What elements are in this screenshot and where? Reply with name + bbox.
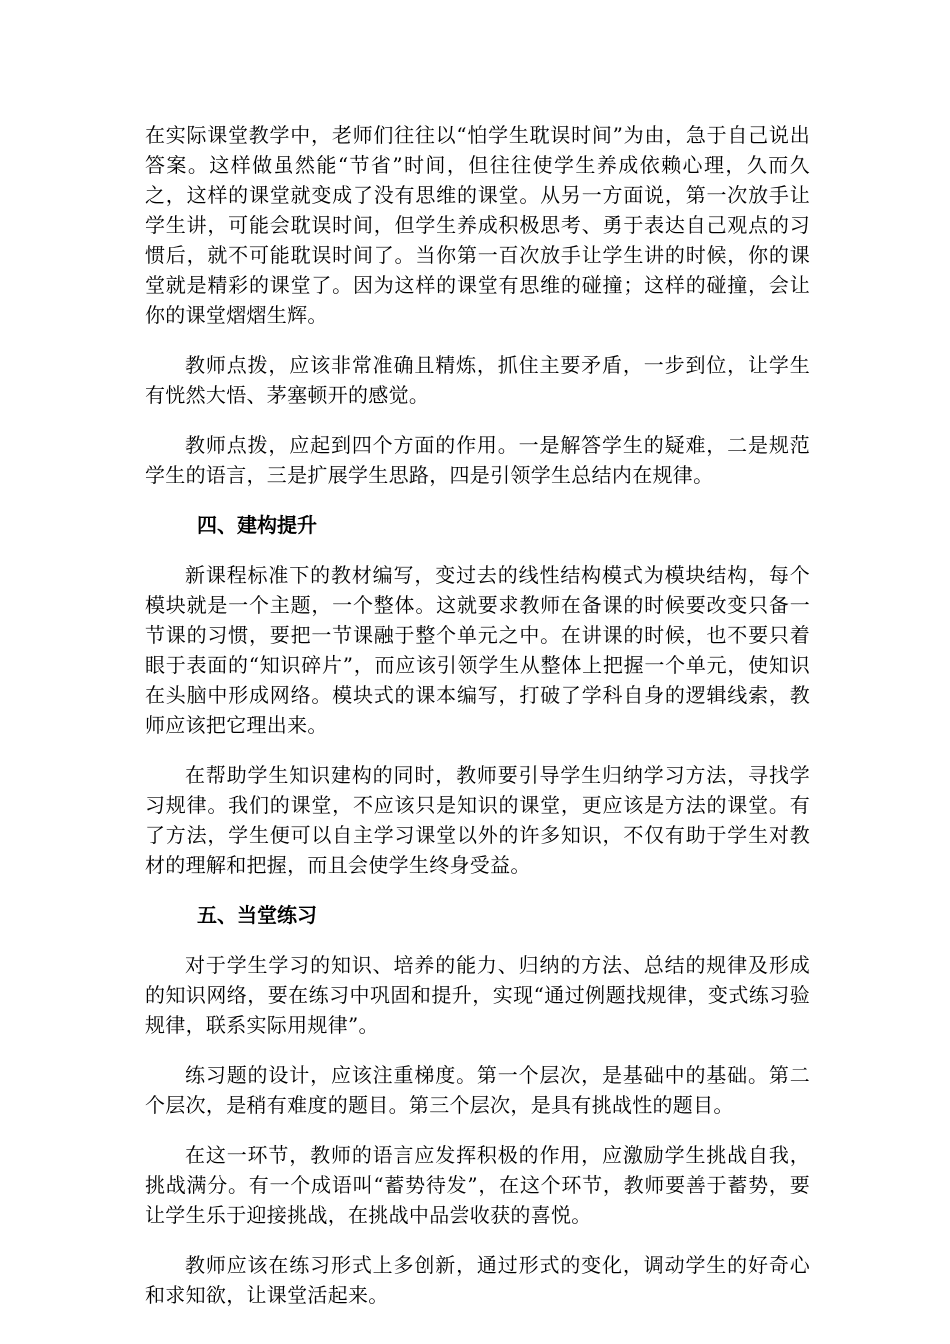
section-heading: 五、当堂练习 xyxy=(197,903,317,927)
paragraph: 在帮助学生知识建构的同时，教师要引导学生归纳学习方法，寻找学习规律。我们的课堂，不应该只是知识的课堂，更应该是方法的课堂。有了方法，学生便可以自主学习课堂以外的许多知识，不仅有助于学生对教材的理解和把握，而且会使学生终身受益。 xyxy=(145,763,810,877)
section-heading: 四、建构提升 xyxy=(197,513,317,537)
paragraph: 练习题的设计，应该注重梯度。第一个层次，是基础中的基础。第二个层次，是稍有难度的题目。第三个层次，是具有挑战性的题目。 xyxy=(145,1063,810,1117)
paragraph: 教师点拨，应该非常准确且精炼，抓住主要矛盾，一步到位，让学生有恍然大悟、茅塞顿开的感觉。 xyxy=(145,353,810,407)
paragraph: 教师应该在练习形式上多创新，通过形式的变化，调动学生的好奇心和求知欲，让课堂活起来。 xyxy=(145,1253,810,1307)
document-page xyxy=(145,120,810,1330)
paragraph: 教师点拨，应起到四个方面的作用。一是解答学生的疑难，二是规范学生的语言，三是扩展学生思路，四是引领学生总结内在规律。 xyxy=(145,433,810,487)
paragraph: 对于学生学习的知识、培养的能力、归纳的方法、总结的规律及形成的知识网络，要在练习中巩固和提升，实现“通过例题找规律，变式练习验规律，联系实际用规律”。 xyxy=(145,953,810,1037)
paragraph: 新课程标准下的教材编写，变过去的线性结构模式为模块结构，每个模块就是一个主题，一个整体。这就要求教师在备课的时候要改变只备一节课的习惯，要把一节课融于整个单元之中。在讲课的时候，也不要只着眼于表面的“知识碎片”，而应该引领学生从整体上把握一个单元，使知识在头脑中形成网络。模块式的课本编写，打破了学科自身的逻辑线索，教师应该把它理出来。 xyxy=(145,563,810,737)
paragraph: 在实际课堂教学中，老师们往往以“怕学生耽误时间”为由，急于自己说出答案。这样做虽然能“节省”时间，但往往使学生养成依赖心理，久而久之，这样的课堂就变成了没有思维的课堂。从另一方面说，第一次放手让学生讲，可能会耽误时间，但学生养成积极思考、勇于表达自己观点的习惯后，就不可能耽误时间了。当你第一百次放手让学生讲的时候，你的课堂就是精彩的课堂了。因为这样的课堂有思维的碰撞；这样的碰撞，会让你的课堂熠熠生辉。 xyxy=(145,123,810,327)
paragraph: 在这一环节，教师的语言应发挥积极的作用，应激励学生挑战自我，挑战满分。有一个成语叫“蓄势待发”，在这个环节，教师要善于蓄势，要让学生乐于迎接挑战，在挑战中品尝收获的喜悦。 xyxy=(145,1143,810,1227)
